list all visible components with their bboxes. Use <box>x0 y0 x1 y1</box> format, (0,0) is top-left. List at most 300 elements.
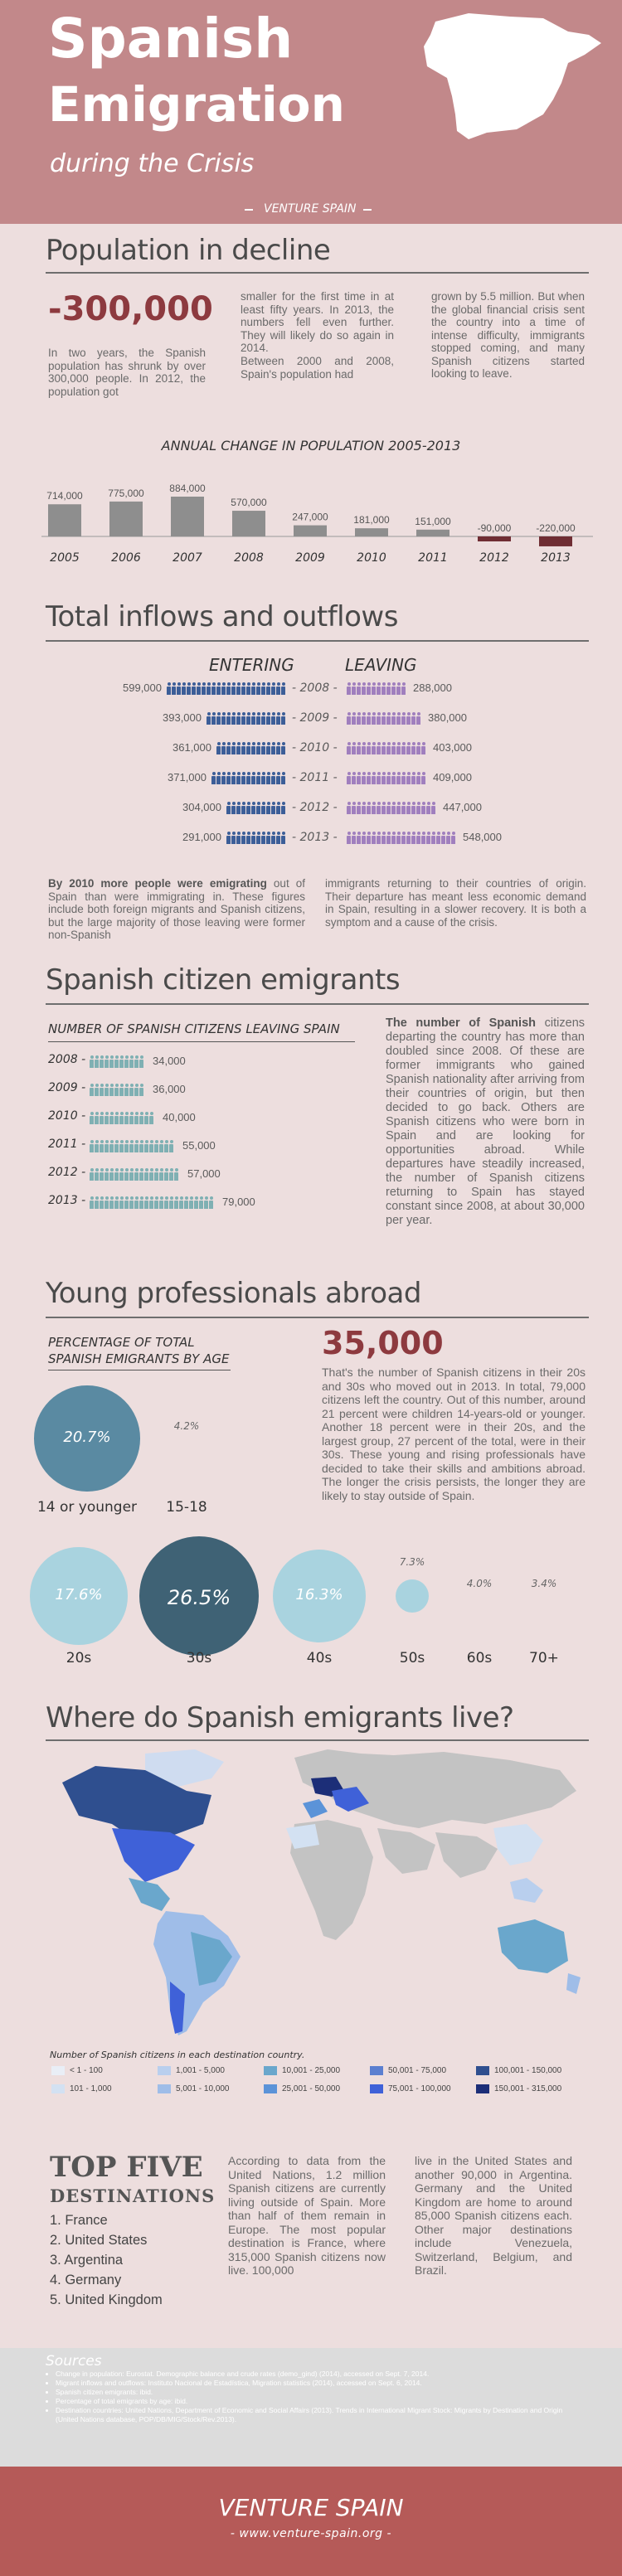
leaving-person-icon <box>357 746 361 754</box>
young-big-number: 35,000 <box>322 1325 444 1361</box>
header-title-line2: Emigration <box>48 76 345 133</box>
entering-row <box>167 682 286 695</box>
young-section-rule <box>46 1317 589 1318</box>
entering-person-icon <box>281 776 285 784</box>
leaving-person-icon <box>406 746 411 754</box>
citizen-person-icon <box>194 1201 198 1209</box>
citizen-person-icon <box>104 1116 109 1124</box>
leaving-person-icon <box>347 806 351 814</box>
population-text-col2b: Between 2000 and 2008, Spain's population had <box>241 355 394 381</box>
age-percent-label: 4.2% <box>173 1420 200 1432</box>
citizen-person-icon <box>109 1088 114 1096</box>
flows-year-label: - 2012 - <box>292 801 338 814</box>
source-item: • Migrant inflows and outflows: Instituto Nacional de Estadística, Migration statistics (2014), accessed on Sept. 6, 2014. <box>56 2379 586 2388</box>
leaving-person-icon <box>421 806 425 814</box>
entering-person-icon <box>236 746 241 754</box>
citizen-person-icon <box>144 1172 148 1181</box>
leaving-person-icon <box>357 776 361 784</box>
citizens-row <box>90 1111 154 1124</box>
citizens-year-label: 2008 - <box>48 1053 86 1066</box>
top5-item: 2. United States <box>50 2233 148 2248</box>
age-group-label: 70+ <box>529 1650 559 1666</box>
entering-person-icon <box>221 686 226 695</box>
leaving-person-icon <box>401 716 406 725</box>
leaving-person-icon <box>386 836 391 844</box>
citizen-person-icon <box>114 1172 119 1181</box>
citizens-text-bold: The number of Spanish <box>386 1016 536 1030</box>
population-year-label: 2008 <box>234 551 264 565</box>
entering-person-icon <box>256 686 260 695</box>
age-group-label: 14 or younger <box>36 1499 138 1516</box>
entering-person-icon <box>261 806 265 814</box>
citizens-text <box>386 1016 585 1228</box>
population-bar <box>478 536 511 541</box>
age-group-label: 40s <box>306 1650 333 1666</box>
age-percent-label: 20.7% <box>63 1429 111 1446</box>
leaving-person-icon <box>347 716 351 725</box>
entering-person-icon <box>226 836 231 844</box>
entering-person-icon <box>281 806 285 814</box>
citizen-person-icon <box>164 1201 168 1209</box>
young-section-title: Young professionals abroad <box>46 1277 421 1310</box>
citizen-person-icon <box>164 1172 168 1181</box>
header-title-line1: Spanish <box>48 7 294 70</box>
population-bar-label: 151,000 <box>415 515 451 527</box>
header-subtitle: during the Crisis <box>50 149 255 178</box>
entering-person-icon <box>226 776 231 784</box>
citizen-person-icon <box>139 1116 143 1124</box>
leaving-value: 409,000 <box>433 771 472 783</box>
entering-row <box>216 741 286 754</box>
header-brand-rule-right <box>363 209 372 211</box>
leaving-person-icon <box>377 746 381 754</box>
flows-year-label: - 2009 - <box>292 711 338 725</box>
citizen-person-icon <box>139 1172 143 1181</box>
population-section-title: Population in decline <box>46 234 331 267</box>
citizens-chart-title: NUMBER OF SPANISH CITIZENS LEAVING SPAIN <box>48 1021 340 1036</box>
map-legend-item <box>51 2084 112 2093</box>
citizens-year-label: 2013 - <box>48 1194 86 1207</box>
entering-person-icon <box>241 686 245 695</box>
flows-chart <box>0 680 622 862</box>
leaving-person-icon <box>362 836 366 844</box>
citizen-person-icon <box>90 1116 94 1124</box>
entering-person-icon <box>256 836 260 844</box>
entering-person-icon <box>216 746 221 754</box>
citizen-person-icon <box>119 1088 124 1096</box>
leaving-person-icon <box>406 776 411 784</box>
entering-person-icon <box>246 686 250 695</box>
leaving-person-icon <box>396 746 401 754</box>
citizen-person-icon <box>90 1172 94 1181</box>
leaving-person-icon <box>386 716 391 725</box>
citizen-person-icon <box>95 1201 99 1209</box>
leaving-row <box>347 682 406 695</box>
entering-label: ENTERING <box>209 655 294 675</box>
citizen-person-icon <box>204 1201 208 1209</box>
legend-label: 101 - 1,000 <box>70 2084 112 2094</box>
flows-year-label: - 2008 - <box>292 682 338 695</box>
citizen-person-icon <box>100 1116 104 1124</box>
citizen-person-icon <box>114 1144 119 1152</box>
map-section-rule <box>46 1739 589 1741</box>
leaving-person-icon <box>362 746 366 754</box>
entering-row <box>226 831 286 844</box>
entering-person-icon <box>246 746 250 754</box>
population-text-col2a: smaller for the first time in at least fifty years. In 2013, the numbers fell even further. They will likely do so again in 2014. <box>241 290 394 354</box>
entering-person-icon <box>211 686 216 695</box>
entering-person-icon <box>207 686 211 695</box>
leaving-person-icon <box>411 716 415 725</box>
entering-person-icon <box>236 806 241 814</box>
citizen-person-icon <box>119 1060 124 1068</box>
leaving-value: 288,000 <box>413 682 452 694</box>
entering-person-icon <box>266 746 270 754</box>
entering-person-icon <box>192 686 196 695</box>
flows-text-col1 <box>48 877 305 942</box>
citizen-person-icon <box>169 1144 173 1152</box>
leaving-person-icon <box>372 836 376 844</box>
age-group-label: 50s <box>399 1650 425 1666</box>
leaving-person-icon <box>391 746 396 754</box>
leaving-person-icon <box>377 776 381 784</box>
leaving-person-icon <box>381 836 386 844</box>
leaving-person-icon <box>367 746 371 754</box>
leaving-person-icon <box>357 836 361 844</box>
entering-person-icon <box>236 836 241 844</box>
age-percent-label: 7.3% <box>399 1556 425 1568</box>
entering-person-icon <box>276 746 280 754</box>
entering-person-icon <box>266 836 270 844</box>
population-bar-label: 714,000 <box>46 490 83 502</box>
citizens-value: 40,000 <box>163 1111 196 1123</box>
citizens-chart-underline <box>48 1041 355 1042</box>
top5-item: 5. United Kingdom <box>50 2292 163 2307</box>
leaving-person-icon <box>411 836 415 844</box>
population-bar-label: -90,000 <box>477 522 512 534</box>
entering-person-icon <box>167 686 171 695</box>
population-year-label: 2012 <box>479 551 509 565</box>
entering-value: 361,000 <box>173 741 211 754</box>
leaving-person-icon <box>386 806 391 814</box>
source-item: • Spanish citizen emigrants: ibid. <box>56 2388 586 2397</box>
leaving-person-icon <box>352 716 356 725</box>
citizen-person-icon <box>134 1088 138 1096</box>
entering-person-icon <box>261 686 265 695</box>
citizen-person-icon <box>149 1144 153 1152</box>
citizen-person-icon <box>149 1172 153 1181</box>
citizen-person-icon <box>114 1201 119 1209</box>
leaving-person-icon <box>391 776 396 784</box>
entering-person-icon <box>246 806 250 814</box>
citizen-person-icon <box>174 1201 178 1209</box>
entering-person-icon <box>226 746 231 754</box>
map-legend-item <box>51 2066 103 2075</box>
leaving-row <box>347 711 421 725</box>
entering-person-icon <box>241 836 245 844</box>
leaving-person-icon <box>411 806 415 814</box>
top5-title-1: TOP FIVE <box>50 2151 203 2184</box>
citizen-person-icon <box>129 1144 134 1152</box>
age-chart-title-2: SPANISH EMIGRANTS BY AGE <box>48 1351 230 1366</box>
population-year-label: 2006 <box>111 551 141 565</box>
entering-person-icon <box>251 716 255 725</box>
citizen-person-icon <box>134 1172 138 1181</box>
entering-person-icon <box>251 776 255 784</box>
entering-person-icon <box>266 716 270 725</box>
legend-label: 25,001 - 50,000 <box>282 2084 341 2094</box>
legend-swatch <box>158 2066 171 2075</box>
citizen-person-icon <box>129 1060 134 1068</box>
leaving-person-icon <box>416 836 420 844</box>
leaving-person-icon <box>347 746 351 754</box>
citizen-person-icon <box>159 1172 163 1181</box>
legend-label: 75,001 - 100,000 <box>388 2084 451 2094</box>
footer-url-link[interactable]: - www.venture-spain.org - <box>230 2527 392 2540</box>
footer <box>0 2467 622 2576</box>
legend-swatch <box>158 2084 171 2093</box>
age-group-label: 60s <box>466 1650 493 1666</box>
citizens-value: 57,000 <box>187 1167 221 1180</box>
header-brand: VENTURE SPAIN <box>264 202 357 216</box>
entering-person-icon <box>251 746 255 754</box>
leaving-label: LEAVING <box>345 655 417 675</box>
entering-person-icon <box>271 746 275 754</box>
citizens-row <box>90 1196 214 1209</box>
citizens-year-label: 2010 - <box>48 1109 86 1123</box>
leaving-person-icon <box>406 836 411 844</box>
leaving-person-icon <box>396 716 401 725</box>
citizen-person-icon <box>104 1144 109 1152</box>
entering-value: 291,000 <box>182 831 221 843</box>
leaving-person-icon <box>372 776 376 784</box>
entering-person-icon <box>241 746 245 754</box>
citizen-person-icon <box>129 1116 134 1124</box>
citizens-row <box>90 1083 144 1096</box>
entering-person-icon <box>231 716 236 725</box>
leaving-person-icon <box>357 716 361 725</box>
population-bar <box>48 504 81 536</box>
entering-person-icon <box>197 686 201 695</box>
legend-swatch <box>51 2084 65 2093</box>
entering-person-icon <box>241 716 245 725</box>
entering-person-icon <box>231 836 236 844</box>
entering-person-icon <box>246 716 250 725</box>
leaving-person-icon <box>391 836 396 844</box>
population-year-label: 2007 <box>173 551 202 565</box>
entering-person-icon <box>241 806 245 814</box>
citizens-row <box>90 1055 144 1068</box>
citizen-person-icon <box>104 1060 109 1068</box>
citizens-value: 79,000 <box>222 1196 255 1208</box>
leaving-person-icon <box>386 776 391 784</box>
source-item: • Destination countries: United Nations, Department of Economic and Social Affairs (2013). Trends in International Migrant Stock: Migrants by Destination and Origin (United Nations database, POP/DB/MIG/Stock/Rev.2013). <box>56 2406 586 2424</box>
entering-person-icon <box>211 776 216 784</box>
population-bar <box>294 526 327 536</box>
citizen-person-icon <box>179 1201 183 1209</box>
spain-map-icon <box>419 7 605 148</box>
citizen-person-icon <box>129 1088 134 1096</box>
entering-person-icon <box>231 686 236 695</box>
citizen-person-icon <box>144 1116 148 1124</box>
leaving-person-icon <box>391 686 396 695</box>
entering-person-icon <box>231 746 236 754</box>
leaving-person-icon <box>426 806 430 814</box>
entering-person-icon <box>276 776 280 784</box>
leaving-person-icon <box>367 686 371 695</box>
citizen-person-icon <box>159 1144 163 1152</box>
citizen-person-icon <box>139 1201 143 1209</box>
leaving-person-icon <box>367 836 371 844</box>
citizen-person-icon <box>209 1201 213 1209</box>
citizen-person-icon <box>104 1172 109 1181</box>
entering-person-icon <box>271 836 275 844</box>
leaving-person-icon <box>357 806 361 814</box>
citizens-value: 34,000 <box>153 1055 186 1067</box>
leaving-person-icon <box>352 746 356 754</box>
age-bubble <box>396 1579 429 1613</box>
leaving-person-icon <box>426 836 430 844</box>
entering-person-icon <box>266 686 270 695</box>
entering-person-icon <box>266 806 270 814</box>
leaving-person-icon <box>431 836 435 844</box>
leaving-person-icon <box>411 746 415 754</box>
leaving-value: 548,000 <box>463 831 502 843</box>
citizen-person-icon <box>134 1144 138 1152</box>
citizens-section-title: Spanish citizen emigrants <box>46 963 401 997</box>
flows-year-label: - 2013 - <box>292 831 338 844</box>
top5-title-2: DESTINATIONS <box>50 2185 216 2206</box>
citizen-person-icon <box>119 1144 124 1152</box>
entering-person-icon <box>246 776 250 784</box>
population-text-col1: In two years, the Spanish population has shrunk by over 300,000 people. In 2012, the population got <box>48 347 206 398</box>
citizen-person-icon <box>124 1144 129 1152</box>
leaving-value: 403,000 <box>433 741 472 754</box>
leaving-person-icon <box>352 776 356 784</box>
citizen-person-icon <box>95 1116 99 1124</box>
population-section-rule <box>46 272 589 274</box>
population-year-label: 2005 <box>50 551 80 565</box>
top5-item: 4. Germany <box>50 2273 122 2287</box>
top5-item: 3. Argentina <box>50 2253 124 2268</box>
citizen-person-icon <box>95 1172 99 1181</box>
entering-person-icon <box>261 746 265 754</box>
flows-text-bold: By 2010 more people were emigrating <box>48 877 267 890</box>
entering-person-icon <box>256 776 260 784</box>
entering-person-icon <box>207 716 211 725</box>
map-legend <box>0 2066 622 2108</box>
citizen-person-icon <box>100 1144 104 1152</box>
top5-text-col1: According to data from the United Nations, 1.2 million Spanish citizens are currently living outside of Spain. More than half of them remain in Europe. The most popular destination is France, where 315,000 Spanish citizens now live. 100,000 <box>228 2154 386 2277</box>
legend-label: 150,001 - 315,000 <box>494 2084 562 2094</box>
leaving-person-icon <box>401 686 406 695</box>
entering-person-icon <box>221 716 226 725</box>
citizen-person-icon <box>154 1172 158 1181</box>
top5-text-col2: live in the United States and another 90,000 in Argentina. Germany and the United Kingdom are home to around 85,000 Spanish citizens each. Other major destinations include Venezuela, Switzerland, Belgium, and Brazil. <box>415 2154 572 2277</box>
citizen-person-icon <box>104 1201 109 1209</box>
legend-swatch <box>370 2084 383 2093</box>
leaving-person-icon <box>372 716 376 725</box>
population-bar <box>355 528 388 536</box>
population-bar <box>109 502 143 536</box>
population-bar-label: 247,000 <box>292 511 328 523</box>
flows-text-body1: out of Spain than were immigrating in. These figures include both foreign migrants and Spanish citizens, but the large majority of those leaving were former non-Spanish <box>48 877 305 941</box>
leaving-person-icon <box>401 836 406 844</box>
population-bar <box>232 511 265 536</box>
entering-person-icon <box>231 776 236 784</box>
map-legend-item <box>370 2084 451 2093</box>
citizen-person-icon <box>154 1144 158 1152</box>
leaving-row <box>347 831 456 844</box>
leaving-person-icon <box>381 716 386 725</box>
top5-list <box>50 2210 216 2310</box>
citizen-person-icon <box>100 1088 104 1096</box>
citizen-person-icon <box>109 1116 114 1124</box>
entering-value: 304,000 <box>182 801 221 813</box>
sources-title: Sources <box>46 2353 102 2370</box>
leaving-person-icon <box>347 776 351 784</box>
citizen-person-icon <box>109 1144 114 1152</box>
entering-person-icon <box>231 806 236 814</box>
citizen-person-icon <box>169 1201 173 1209</box>
source-item: • Percentage of total emigrants by age: ibid. <box>56 2397 586 2406</box>
leaving-person-icon <box>377 716 381 725</box>
citizen-person-icon <box>100 1060 104 1068</box>
entering-person-icon <box>221 746 226 754</box>
legend-label: 10,001 - 25,000 <box>282 2066 341 2076</box>
citizen-person-icon <box>144 1201 148 1209</box>
population-bar <box>416 530 449 536</box>
citizen-person-icon <box>124 1116 129 1124</box>
population-text-col3: grown by 5.5 million. But when the global financial crisis sent the country into a time of intense difficulty, immigrants stopped coming, and many Spanish citizens started looking to leave. <box>431 290 585 380</box>
age-bubble-chart <box>0 1376 622 1691</box>
population-bar-label: -220,000 <box>536 522 576 534</box>
citizen-person-icon <box>134 1116 138 1124</box>
entering-person-icon <box>226 716 231 725</box>
population-year-label: 2011 <box>418 551 448 565</box>
legend-swatch <box>370 2066 383 2075</box>
legend-swatch <box>51 2066 65 2075</box>
leaving-person-icon <box>416 746 420 754</box>
entering-person-icon <box>172 686 176 695</box>
source-item: • Change in population: Eurostat. Demographic balance and crude rates (demo_gind) (2014), accessed on Sept. 7, 2014. <box>56 2370 586 2379</box>
leaving-person-icon <box>367 716 371 725</box>
legend-swatch <box>476 2084 489 2093</box>
leaving-person-icon <box>381 776 386 784</box>
leaving-person-icon <box>372 686 376 695</box>
leaving-person-icon <box>381 746 386 754</box>
leaving-person-icon <box>416 716 420 725</box>
entering-person-icon <box>271 686 275 695</box>
leaving-person-icon <box>396 806 401 814</box>
population-bar-label: 570,000 <box>231 497 267 509</box>
citizen-person-icon <box>95 1088 99 1096</box>
citizen-person-icon <box>100 1172 104 1181</box>
leaving-person-icon <box>416 776 420 784</box>
population-chart-title: ANNUAL CHANGE IN POPULATION 2005-2013 <box>161 438 461 454</box>
leaving-value: 380,000 <box>428 711 467 724</box>
citizens-value: 36,000 <box>153 1083 186 1095</box>
leaving-person-icon <box>406 716 411 725</box>
legend-label: 50,001 - 75,000 <box>388 2066 447 2076</box>
entering-person-icon <box>281 836 285 844</box>
citizen-person-icon <box>164 1144 168 1152</box>
leaving-person-icon <box>406 806 411 814</box>
leaving-row <box>347 801 436 814</box>
entering-value: 599,000 <box>123 682 162 694</box>
entering-person-icon <box>281 686 285 695</box>
leaving-person-icon <box>362 776 366 784</box>
